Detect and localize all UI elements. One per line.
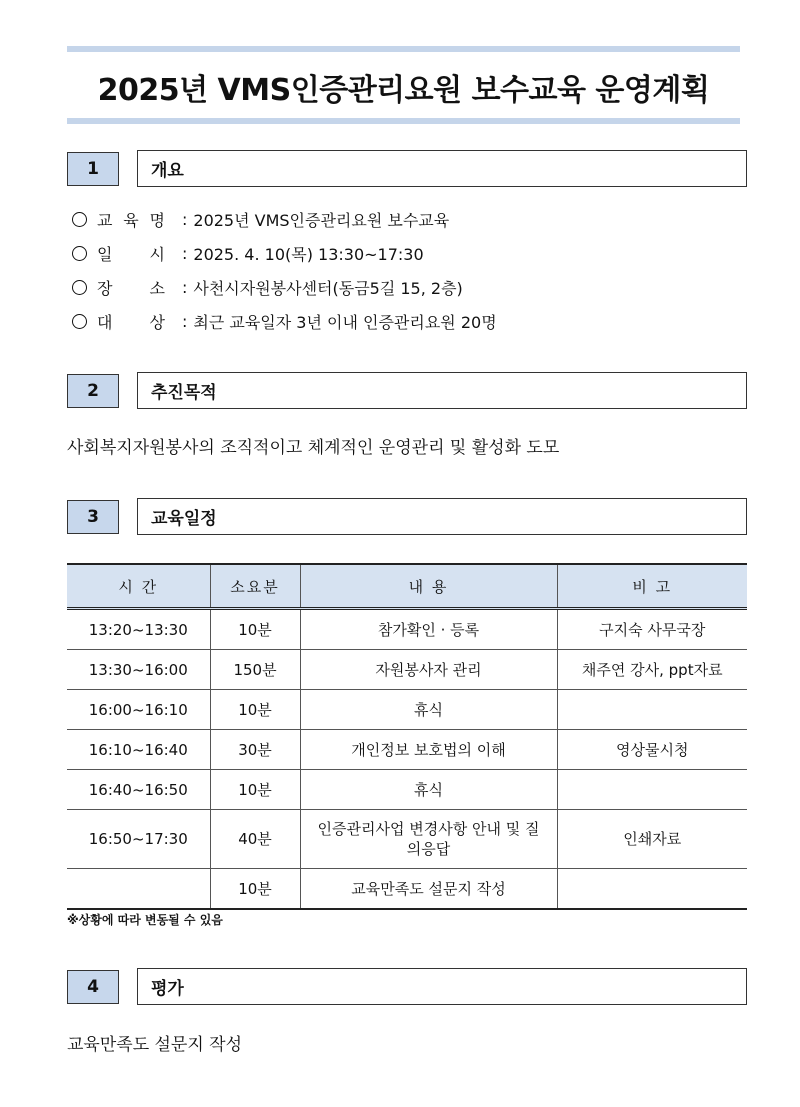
header-content: 내 용 bbox=[300, 564, 557, 609]
circle-bullet-icon bbox=[72, 212, 87, 227]
circle-bullet-icon bbox=[72, 314, 87, 329]
cell-duration: 10분 bbox=[210, 770, 300, 810]
cell-content: 교육만족도 설문지 작성 bbox=[300, 869, 557, 910]
cell-duration: 30분 bbox=[210, 730, 300, 770]
evaluation-text: 교육만족도 설문지 작성 bbox=[67, 1035, 243, 1055]
overview-item-time: 일 시 : 2025. 4. 10(목) 13:30~17:30 bbox=[72, 239, 424, 267]
section-1-number: 1 bbox=[67, 152, 119, 186]
title-bar-top bbox=[67, 46, 740, 52]
cell-remarks: 채주연 강사, ppt자료 bbox=[557, 650, 747, 690]
cell-time: 16:10~16:40 bbox=[67, 730, 210, 770]
cell-content: 휴식 bbox=[300, 690, 557, 730]
title-bar-bottom bbox=[67, 118, 740, 124]
cell-content: 자원봉사자 관리 bbox=[300, 650, 557, 690]
cell-content: 휴식 bbox=[300, 770, 557, 810]
table-row bbox=[67, 650, 747, 690]
section-3-title: 교육일정 bbox=[137, 498, 747, 535]
table-row bbox=[67, 690, 747, 730]
cell-duration: 10분 bbox=[210, 609, 300, 650]
schedule-table bbox=[67, 563, 747, 910]
cell-duration: 150분 bbox=[210, 650, 300, 690]
section-4-number: 4 bbox=[67, 970, 119, 1004]
overview-item-name: 교 육 명 : 2025년 VMS인증관리요원 보수교육 bbox=[72, 205, 449, 233]
cell-time: 16:40~16:50 bbox=[67, 770, 210, 810]
purpose-text: 사회복지자원봉사의 조직적이고 체계적인 운영관리 및 활성화 도모 bbox=[67, 438, 560, 458]
section-4-title: 평가 bbox=[137, 968, 747, 1005]
section-1-title: 개요 bbox=[137, 150, 747, 187]
table-row bbox=[67, 869, 747, 910]
circle-bullet-icon bbox=[72, 246, 87, 261]
overview-value: 2025. 4. 10(목) 13:30~17:30 bbox=[193, 244, 424, 264]
table-row bbox=[67, 770, 747, 810]
header-duration: 소요분 bbox=[210, 564, 300, 609]
header-remarks: 비 고 bbox=[557, 564, 747, 609]
section-2-title: 추진목적 bbox=[137, 372, 747, 409]
cell-remarks bbox=[557, 770, 747, 810]
cell-duration: 10분 bbox=[210, 690, 300, 730]
page-title: 2025년 VMS인증관리요원 보수교육 운영계획 bbox=[97, 73, 710, 108]
overview-item-place: 장 소 : 사천시자원봉사센터(동금5길 15, 2층) bbox=[72, 273, 463, 301]
cell-remarks: 구지숙 사무국장 bbox=[557, 609, 747, 650]
section-2-number: 2 bbox=[67, 374, 119, 408]
cell-content: 개인정보 보호법의 이해 bbox=[300, 730, 557, 770]
section-3-number: 3 bbox=[67, 500, 119, 534]
cell-duration: 10분 bbox=[210, 869, 300, 910]
cell-remarks bbox=[557, 690, 747, 730]
cell-remarks: 영상물시청 bbox=[557, 730, 747, 770]
cell-content: 인증관리사업 변경사항 안내 및 질의응답 bbox=[300, 810, 557, 869]
cell-remarks: 인쇄자료 bbox=[557, 810, 747, 869]
cell-duration: 40분 bbox=[210, 810, 300, 869]
table-row bbox=[67, 730, 747, 770]
overview-value: 사천시자원봉사센터(동금5길 15, 2층) bbox=[193, 278, 463, 298]
header-time: 시 간 bbox=[67, 564, 210, 609]
overview-value: 2025년 VMS인증관리요원 보수교육 bbox=[193, 210, 450, 230]
cell-content: 참가확인 · 등록 bbox=[300, 609, 557, 650]
table-row bbox=[67, 810, 747, 869]
circle-bullet-icon bbox=[72, 280, 87, 295]
cell-remarks bbox=[557, 869, 747, 910]
cell-time: 13:30~16:00 bbox=[67, 650, 210, 690]
cell-time: 16:50~17:30 bbox=[67, 810, 210, 869]
cell-time: 13:20~13:30 bbox=[67, 609, 210, 650]
schedule-header-row bbox=[67, 564, 747, 609]
schedule-note: ※상황에 따라 변동될 수 있음 bbox=[67, 913, 223, 927]
cell-time: 16:00~16:10 bbox=[67, 690, 210, 730]
table-row bbox=[67, 609, 747, 650]
overview-value: 최근 교육일자 3년 이내 인증관리요원 20명 bbox=[193, 312, 497, 332]
overview-item-target: 대 상 : 최근 교육일자 3년 이내 인증관리요원 20명 bbox=[72, 307, 497, 335]
cell-time bbox=[67, 869, 210, 910]
